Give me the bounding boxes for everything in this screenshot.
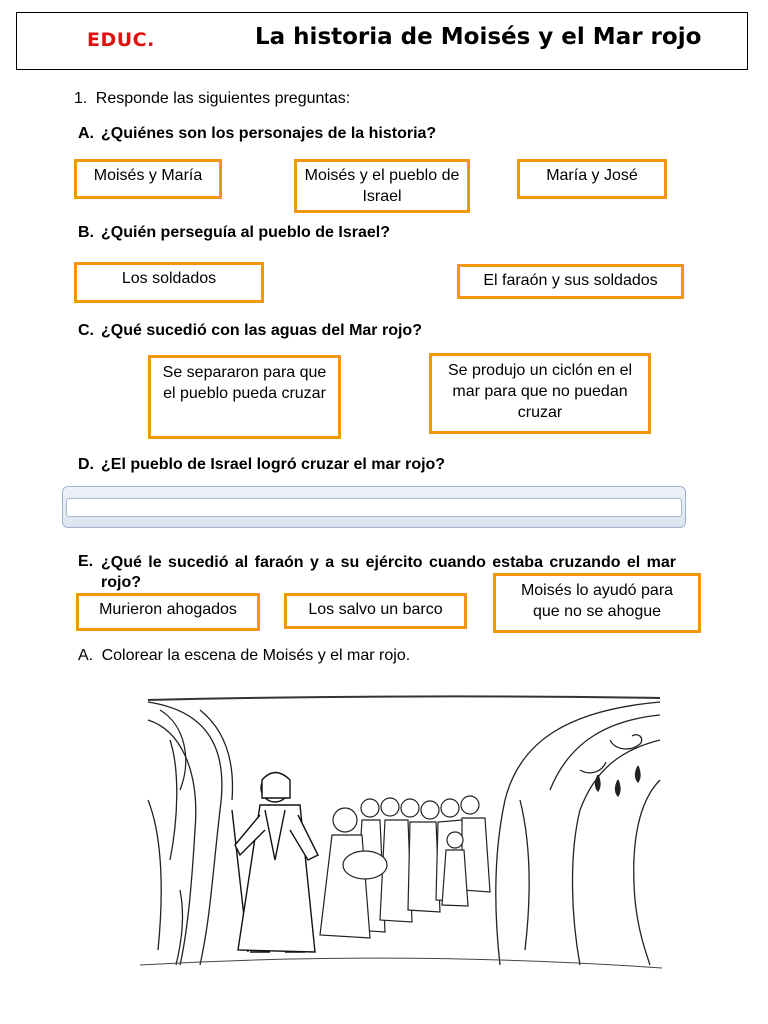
option-c-1[interactable]: Se separaron para que el pueblo pueda cruzar xyxy=(148,355,341,439)
question-text: ¿Quiénes son los personajes de la historia? xyxy=(101,125,437,142)
answer-field-d[interactable] xyxy=(62,486,686,528)
instruction-text: Responde las siguientes preguntas: xyxy=(95,90,351,107)
option-e-2[interactable]: Los salvo un barco xyxy=(284,593,467,629)
option-a-1[interactable]: Moisés y María xyxy=(74,159,222,199)
option-c-2[interactable]: Se produjo un ciclón en el mar para que no puedan cruzar xyxy=(429,353,651,434)
question-text: ¿El pueblo de Israel logró cruzar el mar rojo? xyxy=(101,456,446,473)
question-letter: D. xyxy=(78,456,94,473)
option-a-2[interactable]: Moisés y el pueblo de Israel xyxy=(294,159,470,213)
answer-input-d[interactable] xyxy=(66,498,682,517)
worksheet-header xyxy=(16,12,748,70)
option-e-3[interactable]: Moisés lo ayudó para que no se ahogue xyxy=(493,573,701,633)
question-text: ¿Quién perseguía al pueblo de Israel? xyxy=(101,224,390,241)
option-e-1[interactable]: Murieron ahogados xyxy=(76,593,260,631)
instruction-1 xyxy=(74,90,350,108)
worksheet-title: La historia de Moisés y el Mar rojo xyxy=(255,24,702,50)
question-text: ¿Qué sucedió con las aguas del Mar rojo? xyxy=(101,322,422,339)
question-letter: B. xyxy=(78,224,94,241)
question-letter: C. xyxy=(78,322,94,339)
question-letter: A. xyxy=(78,125,94,142)
instruction-text: Colorear la escena de Moisés y el mar rojo. xyxy=(101,647,411,664)
coloring-scene-illustration xyxy=(140,680,662,972)
instruction-2 xyxy=(78,647,410,665)
option-b-2[interactable]: El faraón y sus soldados xyxy=(457,264,684,299)
option-a-3[interactable]: María y José xyxy=(517,159,667,199)
instruction-letter: A. xyxy=(78,647,94,664)
question-letter: E. xyxy=(78,553,94,570)
instruction-number: 1. xyxy=(74,90,88,107)
option-b-1[interactable]: Los soldados xyxy=(74,262,264,303)
question-text: ¿Qué le sucedió al faraón y a su ejército cuando estaba cruzando el mar rojo? xyxy=(101,554,676,591)
subject-label: EDUC. xyxy=(87,29,155,51)
